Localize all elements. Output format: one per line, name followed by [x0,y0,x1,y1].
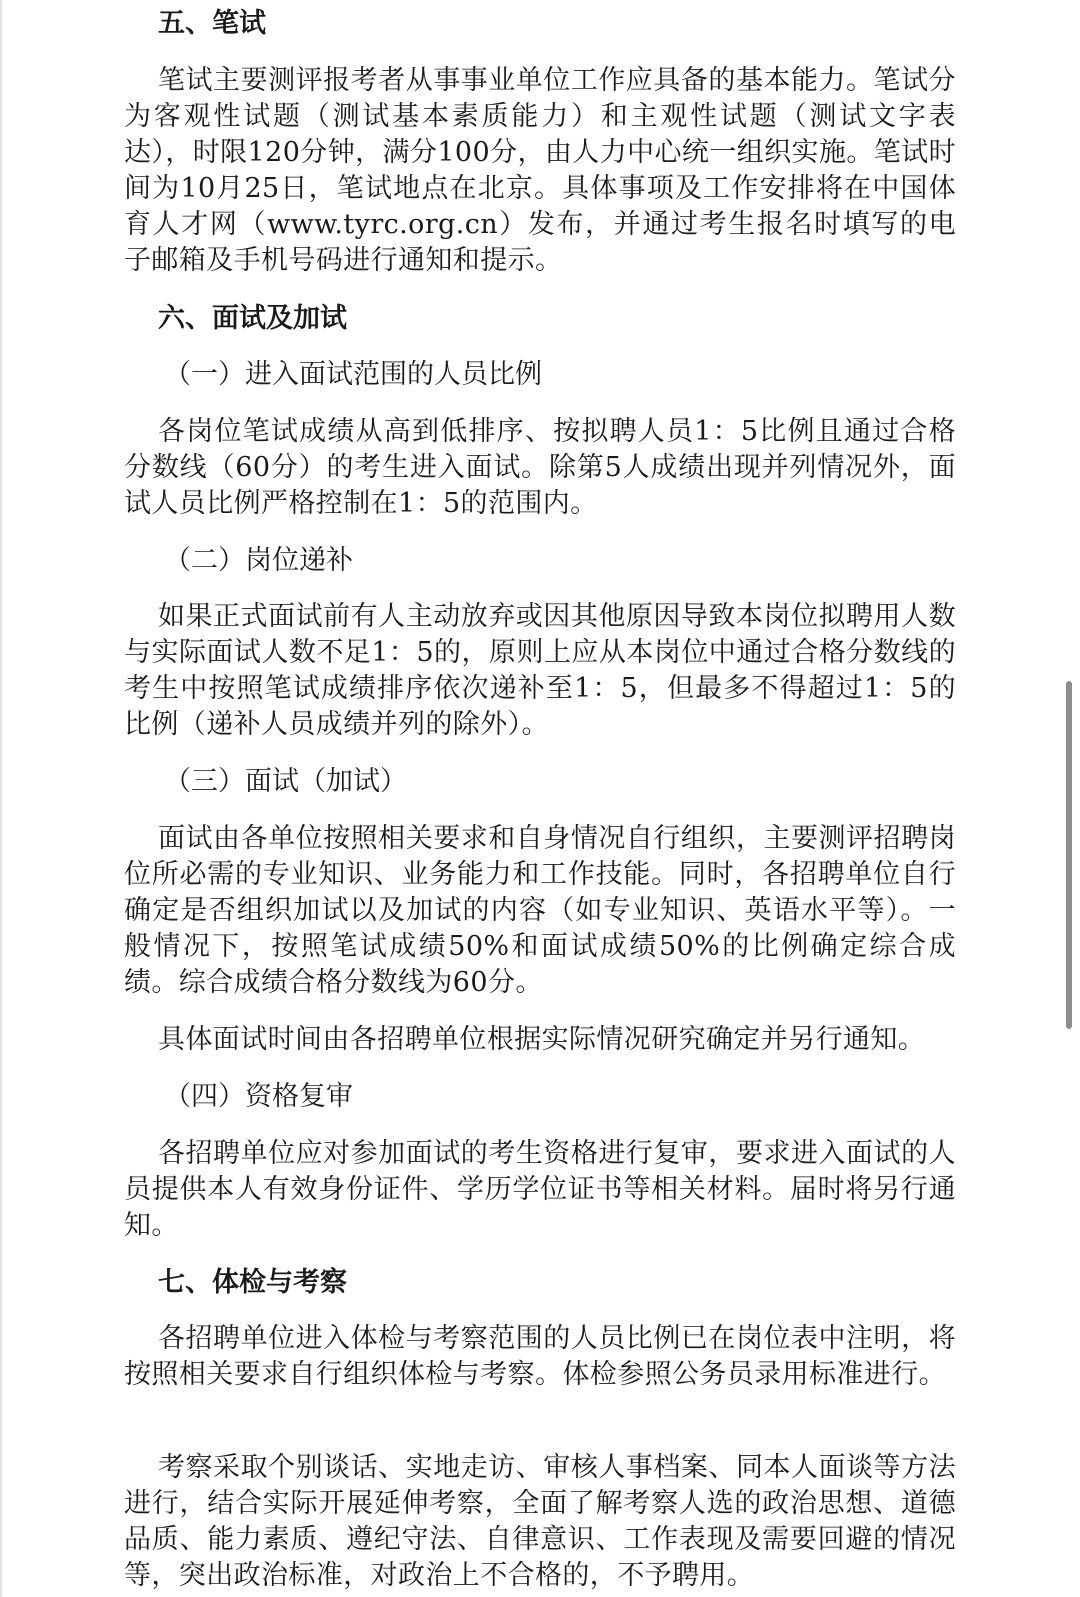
inspection-paragraph: 考察采取个别谈话、实地走访、审核人事档案、同本人面谈等方法进行，结合实际开展延伸考察，全面了解考察人选的政治思想、道德品质、能力素质、遵纪守法、自律意识、工作表现及需要回避的情况等，突出政治标准，对政治上不合格的，不予聘用。 [124,1452,956,1591]
section-heading-written-exam: 五、笔试 [158,8,266,39]
interview-ratio-paragraph: 各岗位笔试成绩从高到低排序、按拟聘人员1：5比例且通过合格分数线（60分）的考生进入面试。除第5人成绩出现并列情况外，面试人员比例严格控制在1：5的范围内。 [124,416,956,519]
vertical-scrollbar[interactable] [1066,681,1072,1029]
subsection-title-requalification: （四）资格复审 [164,1081,353,1112]
written-exam-paragraph: 笔试主要测评报考者从事事业单位工作应具备的基本能力。笔试分为客观性试题（测试基本素质能力）和主观性试题（测试文字表达），时限120分钟，满分100分，由人力中心统一组织实施。笔试时间为10月25日，笔试地点在北京。具体事项及工作安排将在中国体育人才网（www.tyrc.org.cn）发布，并通过考生报名时填写的电子邮箱及手机号码进行通知和提示。 [124,65,956,276]
interview-extra-paragraph: 面试由各单位按照相关要求和自身情况自行组织，主要测评招聘岗位所必需的专业知识、业务能力和工作技能。同时，各招聘单位自行确定是否组织加试以及加试的内容（如专业知识、英语水平等）。一般情况下，按照笔试成绩50%和面试成绩50%的比例确定综合成绩。综合成绩合格分数线为60分。 [124,823,956,998]
physical-exam-paragraph: 各招聘单位进入体检与考察范围的人员比例已在岗位表中注明，将按照相关要求自行组织体检与考察。体检参照公务员录用标准进行。 [124,1323,956,1390]
section-heading-interview: 六、面试及加试 [158,303,347,334]
subsection-title-interview-ratio: （一）进入面试范围的人员比例 [164,359,542,390]
replacement-paragraph: 如果正式面试前有人主动放弃或因其他原因导致本岗位拟聘用人数与实际面试人数不足1：5的，原则上应从本岗位中通过合格分数线的考生中按照笔试成绩排序依次递补至1：5，但最多不得超过1：5的比例（递补人员成绩并列的除外）。 [124,601,956,740]
subsection-title-replacement: （二）岗位递补 [164,545,353,576]
requalification-paragraph: 各招聘单位应对参加面试的考生资格进行复审，要求进入面试的人员提供本人有效身份证件、学历学位证书等相关材料。届时将另行通知。 [124,1138,956,1241]
left-border [0,0,2,1597]
section-heading-physical-exam: 七、体检与考察 [158,1267,347,1298]
interview-time-paragraph: 具体面试时间由各招聘单位根据实际情况研究确定并另行通知。 [158,1024,926,1055]
subsection-title-interview-extra: （三）面试（加试） [164,766,407,797]
